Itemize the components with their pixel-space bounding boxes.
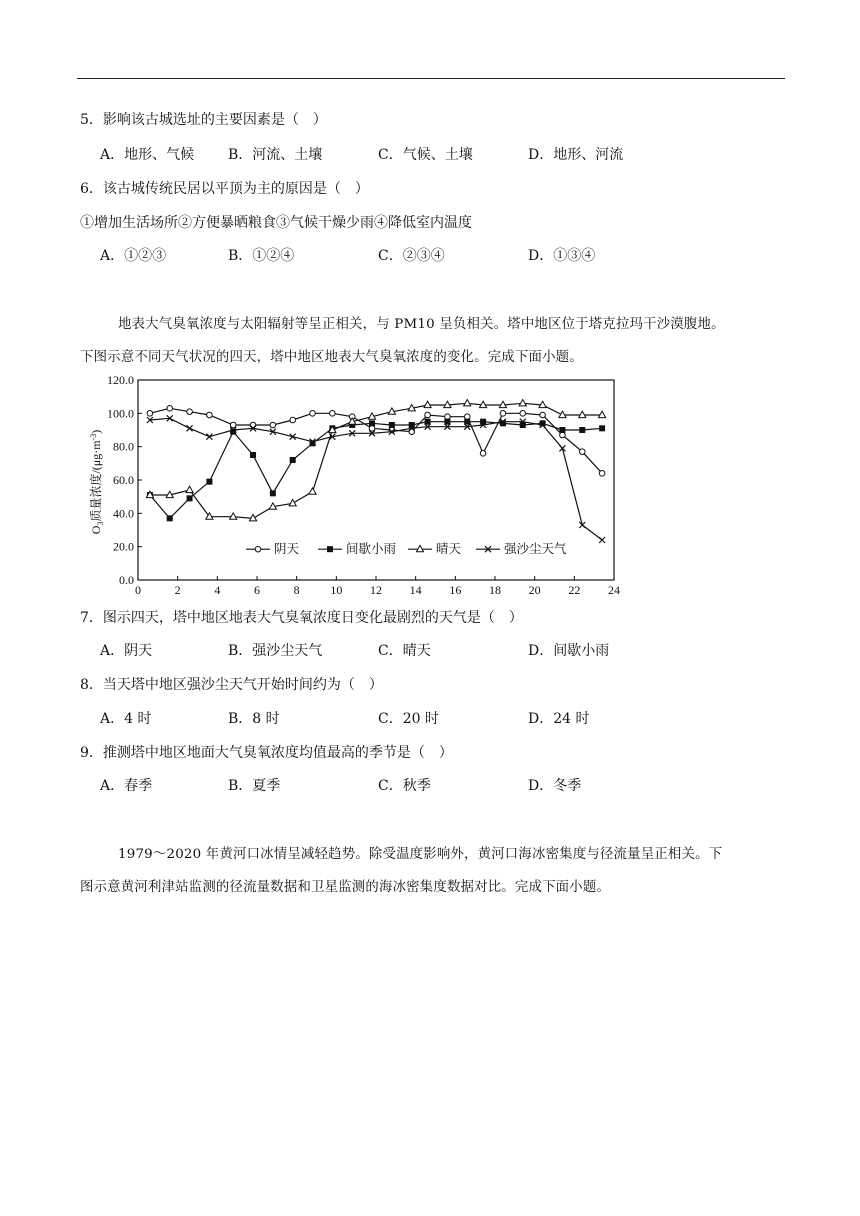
data-point xyxy=(599,425,605,431)
data-point xyxy=(290,417,296,423)
series-square xyxy=(147,419,605,522)
data-point xyxy=(309,488,316,494)
q9-option-a[interactable]: A．春季 xyxy=(100,778,153,794)
data-point xyxy=(167,515,173,521)
q6-option-d[interactable]: D．①③④ xyxy=(528,248,596,264)
q7-option-a[interactable]: A．阴天 xyxy=(100,643,153,659)
q6-stem: 6．该古城传统民居以平顶为主的原因是（ ） xyxy=(80,181,369,197)
data-point xyxy=(519,400,526,406)
data-point xyxy=(187,409,193,415)
x-tick-label: 20 xyxy=(528,583,541,597)
x-tick-label: 12 xyxy=(370,583,382,597)
q5-stem: 5．影响该古城选址的主要因素是（ ） xyxy=(80,112,327,128)
data-point xyxy=(579,427,585,433)
q8-option-a[interactable]: A．4 时 xyxy=(100,711,152,727)
data-point xyxy=(270,490,276,496)
q5-option-b[interactable]: B．河流、土壤 xyxy=(228,147,323,163)
data-point xyxy=(369,426,375,432)
data-point xyxy=(289,500,296,506)
x-tick-label: 4 xyxy=(214,583,221,597)
data-point xyxy=(230,422,236,428)
svg-text:O3质量浓度/(μg·m-3): $O_3$质量浓度$/(\mu g\cdot m^{-3})$ xyxy=(89,429,105,535)
q5-option-c[interactable]: C．气候、土壤 xyxy=(378,147,473,163)
q7-option-d[interactable]: D．间歇小雨 xyxy=(528,643,610,659)
y-tick-label: 60.0 xyxy=(113,473,134,487)
intro1-line2: 下图示意不同天气状况的四天，塔中地区地表大气臭氧浓度的变化。完成下面小题。 xyxy=(80,350,583,365)
x-tick-label: 14 xyxy=(409,583,422,597)
q6-statements: ①增加生活场所②方便暴晒粮食③气候干燥少雨④降低室内温度 xyxy=(80,215,472,231)
data-point xyxy=(250,452,256,458)
legend-label: 晴天 xyxy=(436,542,462,557)
legend-label: 强沙尘天气 xyxy=(504,542,567,557)
data-point xyxy=(147,411,153,417)
q8-option-d[interactable]: D．24 时 xyxy=(528,711,590,727)
legend-label: 阴天 xyxy=(274,542,300,557)
data-point xyxy=(520,411,526,417)
data-point xyxy=(310,411,316,417)
x-tick-label: 8 xyxy=(293,583,300,597)
series-line xyxy=(150,403,602,518)
x-tick-label: 18 xyxy=(489,583,501,597)
legend-marker xyxy=(255,546,261,552)
y-axis-label xyxy=(88,430,105,534)
chart-legend xyxy=(246,541,567,556)
q7-option-b[interactable]: B．强沙尘天气 xyxy=(228,643,323,659)
data-point xyxy=(599,471,605,477)
intro2-line1: 1979～2020 年黄河口冰情呈减轻趋势。除受温度影响外，黄河口海冰密集度与径流量呈正相关。下 xyxy=(118,847,723,862)
series-x xyxy=(147,415,605,543)
q8-stem: 8．当天塔中地区强沙尘天气开始时间约为（ ） xyxy=(80,677,383,693)
x-tick-label: 24 xyxy=(608,583,620,597)
data-point xyxy=(409,422,415,428)
x-tick-label: 6 xyxy=(254,583,260,597)
series-line xyxy=(150,422,602,519)
q6-option-a[interactable]: A．①②③ xyxy=(100,248,167,264)
data-point xyxy=(599,537,605,543)
data-point xyxy=(230,513,237,519)
y-tick-label: 80.0 xyxy=(113,439,134,454)
y-tick-label: 40.0 xyxy=(113,506,134,521)
data-point xyxy=(540,412,546,418)
data-point xyxy=(480,451,486,457)
header-rule xyxy=(77,78,785,79)
x-tick-label: 22 xyxy=(568,583,581,597)
q9-option-d[interactable]: D．冬季 xyxy=(528,778,582,794)
data-point xyxy=(167,406,173,412)
data-point xyxy=(560,432,566,438)
data-point xyxy=(389,422,395,428)
data-point xyxy=(425,412,431,418)
data-point xyxy=(559,427,565,433)
y-tick-label: 0.0 xyxy=(119,573,134,587)
legend-marker xyxy=(327,546,333,552)
data-point xyxy=(187,425,193,431)
data-point xyxy=(207,412,213,418)
data-point xyxy=(480,419,486,425)
q7-stem: 7．图示四天，塔中地区地表大气臭氧浓度日变化最剧烈的天气是（ ） xyxy=(80,610,523,626)
y-tick-label: 120.0 xyxy=(107,373,134,387)
y-tick-label: 100.0 xyxy=(107,406,134,421)
q6-option-b[interactable]: B．①②④ xyxy=(228,248,295,264)
legend-marker xyxy=(416,545,423,551)
data-point xyxy=(579,449,585,455)
q8-option-b[interactable]: B．8 时 xyxy=(228,711,280,727)
q5-option-a[interactable]: A．地形、气候 xyxy=(100,147,195,163)
data-point xyxy=(290,457,296,463)
legend-label: 间歇小雨 xyxy=(346,542,397,557)
intro1-line1: 地表大气臭氧浓度与太阳辐射等呈正相关，与 PM10 呈负相关。塔中地区位于塔克拉玛干沙漠腹地。 xyxy=(118,317,725,332)
q9-option-b[interactable]: B．夏季 xyxy=(228,778,281,794)
data-point xyxy=(464,414,470,420)
data-point xyxy=(520,422,526,428)
x-tick-label: 16 xyxy=(449,583,462,597)
data-point xyxy=(330,411,336,417)
q7-option-c[interactable]: C．晴天 xyxy=(378,643,431,659)
x-tick-label: 2 xyxy=(174,583,181,597)
q6-option-c[interactable]: C．②③④ xyxy=(378,248,445,264)
q8-option-c[interactable]: C．20 时 xyxy=(378,711,439,727)
data-point xyxy=(206,479,212,485)
data-point xyxy=(445,414,451,420)
x-tick-label: 0 xyxy=(135,583,141,597)
q9-option-c[interactable]: C．秋季 xyxy=(378,778,431,794)
series-line xyxy=(150,418,602,540)
intro2-line2: 图示意黄河利津站监测的径流量数据和卫星监测的海冰密集度数据对比。完成下面小题。 xyxy=(80,880,611,895)
data-point xyxy=(186,486,193,492)
y-tick-label: 20.0 xyxy=(113,539,134,554)
x-tick-label: 10 xyxy=(330,583,343,597)
data-point xyxy=(270,422,276,428)
data-point xyxy=(187,495,193,501)
q9-stem: 9．推测塔中地区地面大气臭氧浓度均值最高的季节是（ ） xyxy=(80,745,453,761)
data-point xyxy=(369,420,375,426)
data-point xyxy=(464,400,471,406)
q5-option-d[interactable]: D．地形、河流 xyxy=(528,147,624,163)
ozone-chart xyxy=(78,370,638,602)
data-point xyxy=(500,411,506,417)
